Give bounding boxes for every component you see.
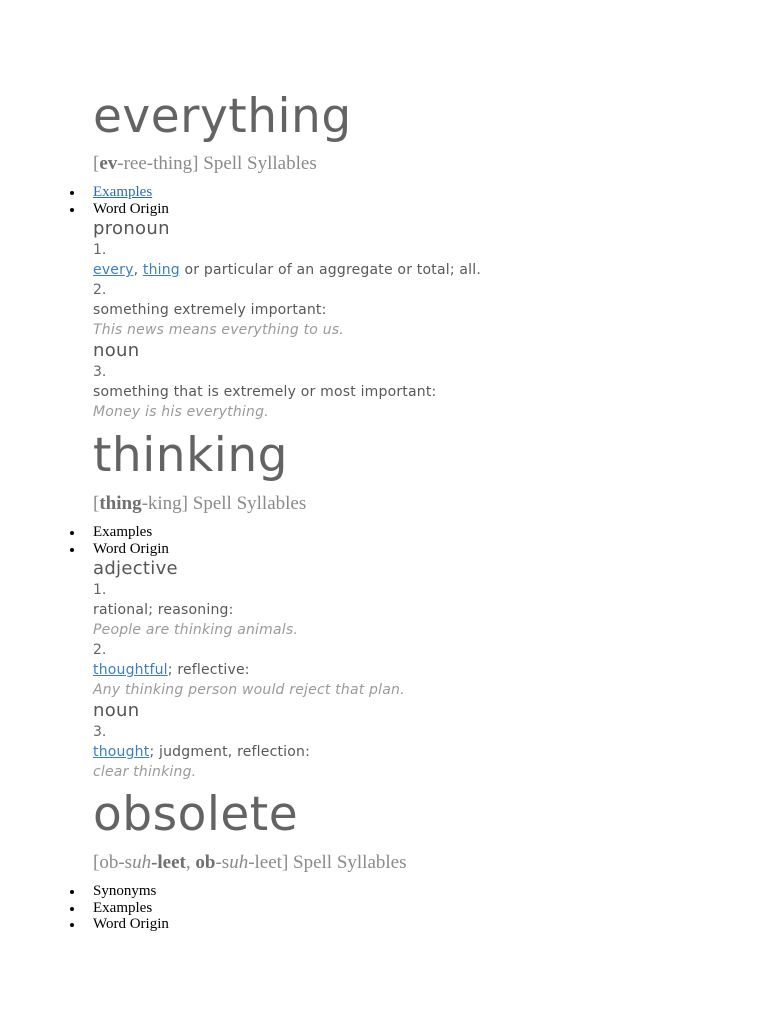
entry-thinking [93,430,733,782]
pronunciation [93,153,733,175]
pron-italic: uh [132,852,152,873]
list-item [93,883,733,900]
pron-stress: thing [99,493,142,514]
pron-italic: uh [229,852,249,873]
pron-sep: , [185,852,196,873]
part-of-speech: noun [93,340,140,361]
sense-number: 2. [93,642,107,658]
pronunciation [93,852,733,874]
pron-part: -leet] [248,852,289,873]
sense-number: 1. [93,242,107,258]
part-of-speech: noun [93,700,140,721]
link-thought[interactable]: thought [93,744,150,760]
list-item [93,201,733,218]
link-every[interactable]: every [93,262,134,278]
examples-link[interactable]: Examples [93,524,153,540]
spell-syllables-link[interactable]: Spell Syllables [198,153,317,174]
spell-syllables-link[interactable]: Spell Syllables [188,493,307,514]
headword: obsolete [93,787,299,842]
definition [93,260,733,280]
examples-link[interactable]: Examples [93,899,153,916]
pron-rest: -ree-thing] [117,153,199,174]
list-item [93,916,733,933]
pronunciation [93,493,733,515]
sense-number: 3. [93,364,107,380]
pron-stress: -leet [151,852,186,873]
word-origin-link[interactable]: Word Origin [93,916,169,932]
link-thing[interactable]: thing [142,262,180,278]
headword: thinking [93,428,288,483]
example-sentence: People are thinking animals. [93,622,298,638]
def-sep: , [133,262,143,278]
examples-link[interactable]: Examples [93,184,153,200]
spell-syllables-link[interactable]: Spell Syllables [288,852,407,873]
part-of-speech: adjective [93,558,178,579]
example-sentence: Any thinking person would reject that plan. [93,682,405,698]
link-thoughtful[interactable]: thoughtful [93,662,168,678]
list-item [93,900,733,917]
sense-number: 3. [93,724,107,740]
def-text: ; reflective: [167,662,250,678]
list-item [93,184,733,201]
pron-part: -s [215,852,230,873]
definition: rational; reasoning: [93,602,234,618]
word-origin-link[interactable]: Word Origin [93,200,169,217]
headword: everything [93,89,352,144]
def-text: ; judgment, reflection: [149,744,310,760]
synonyms-link[interactable]: Synonyms [93,883,157,899]
entry-obsolete [93,789,733,933]
pron-stress: ev [99,153,118,174]
example-sentence: This news means everything to us. [93,322,344,338]
sense-number: 2. [93,282,107,298]
entry-everything [93,91,733,422]
def-text: or particular of an aggregate or total; all. [179,262,481,278]
pron-bracket: [ [93,493,100,514]
list-item [93,524,733,541]
example-sentence: clear thinking. [93,764,197,780]
definition [93,660,733,680]
entry-links [93,883,733,933]
entry-links [93,524,733,557]
pron-bracket: [ [93,153,100,174]
pron-part: [ob-s [93,852,133,873]
sense-number: 1. [93,582,107,598]
pron-stress: ob [195,852,216,873]
example-sentence: Money is his everything. [93,404,269,420]
definition: something extremely important: [93,302,327,318]
part-of-speech: pronoun [93,218,170,239]
definition: something that is extremely or most important: [93,384,437,400]
entry-links [93,184,733,217]
list-item [93,541,733,558]
word-origin-link[interactable]: Word Origin [93,540,169,557]
pron-rest: -king] [141,493,189,514]
definition [93,742,733,762]
